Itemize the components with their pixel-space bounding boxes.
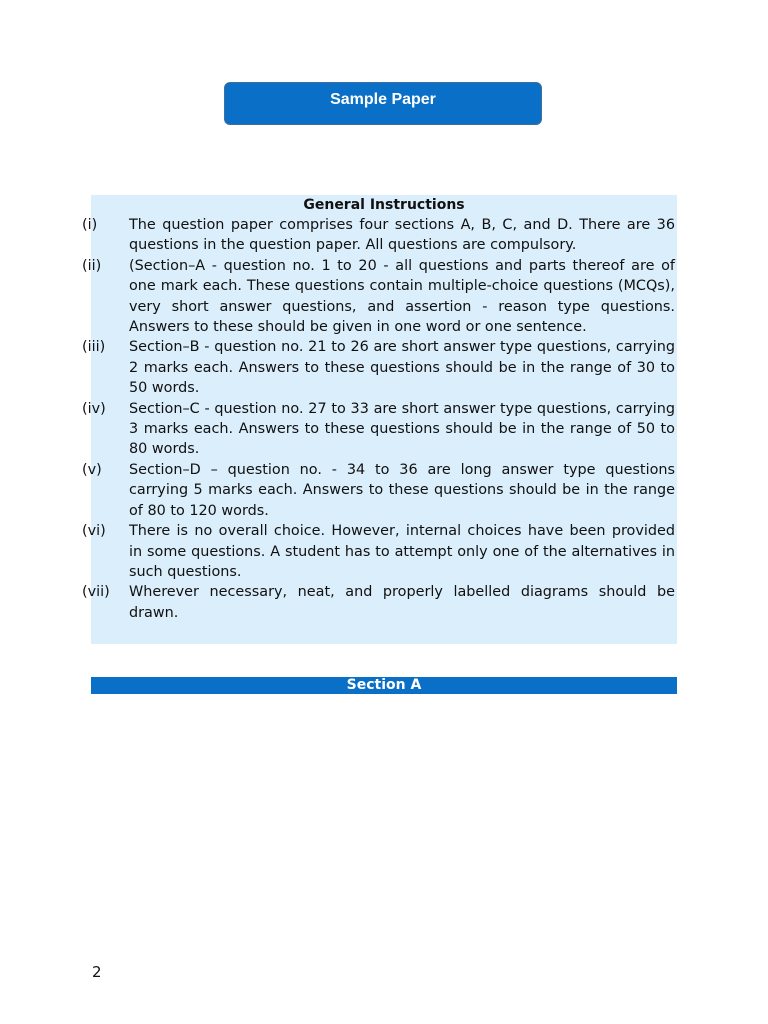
section-label: Section A bbox=[346, 677, 422, 693]
instruction-text: The question paper comprises four sections A, B, C, and D. There are 36 questions in the question paper. All questions are compulsory. bbox=[129, 217, 675, 254]
instruction-number: (i) bbox=[82, 217, 98, 233]
page-number: 2 bbox=[92, 963, 102, 981]
page-title-banner bbox=[224, 82, 542, 125]
instruction-text: (Section–A - question no. 1 to 20 - all questions and parts thereof are of one mark each. These questions contain multiple-choice questions (MCQs), very short answer questions, and assertion - reason type questions. Answers to these should be given in one word or one sentence. bbox=[129, 257, 675, 336]
instruction-text: Section–C - question no. 27 to 33 are short answer type questions, carrying 3 marks each. Answers to these questions should be in the range of 50 to 80 words. bbox=[129, 400, 675, 458]
instruction-number: (iv) bbox=[82, 400, 106, 417]
section-a-header bbox=[91, 677, 677, 694]
instructions-heading: General Instructions bbox=[303, 197, 465, 213]
instruction-text: Section–D – question no. - 34 to 36 are long answer type questions carrying 5 marks each. Answers to these questions should be in the range of 80 to 120 words. bbox=[129, 461, 675, 519]
instruction-item bbox=[82, 582, 675, 623]
page-title: Sample Paper bbox=[330, 91, 436, 108]
instruction-item bbox=[82, 256, 675, 338]
instruction-item bbox=[82, 460, 675, 521]
instruction-number: (v) bbox=[82, 461, 102, 478]
instruction-item bbox=[82, 337, 675, 398]
instruction-item bbox=[82, 399, 675, 460]
instruction-item bbox=[82, 215, 675, 256]
instruction-text: Wherever necessary, neat, and properly labelled diagrams should be drawn. bbox=[129, 584, 675, 621]
instruction-text: Section–B - question no. 21 to 26 are short answer type questions, carrying 2 marks each. Answers to these questions should be in the range of 30 to 50 words. bbox=[129, 339, 675, 397]
instruction-item bbox=[82, 521, 675, 582]
instructions-list bbox=[82, 215, 675, 623]
instruction-number: (iii) bbox=[82, 339, 106, 356]
instruction-number: (vii) bbox=[82, 584, 110, 601]
instruction-text: There is no overall choice. However, internal choices have been provided in some questions. A student has to attempt only one of the alternatives in such questions. bbox=[129, 523, 675, 580]
instruction-number: (vi) bbox=[82, 523, 106, 540]
instruction-number: (ii) bbox=[82, 257, 102, 274]
